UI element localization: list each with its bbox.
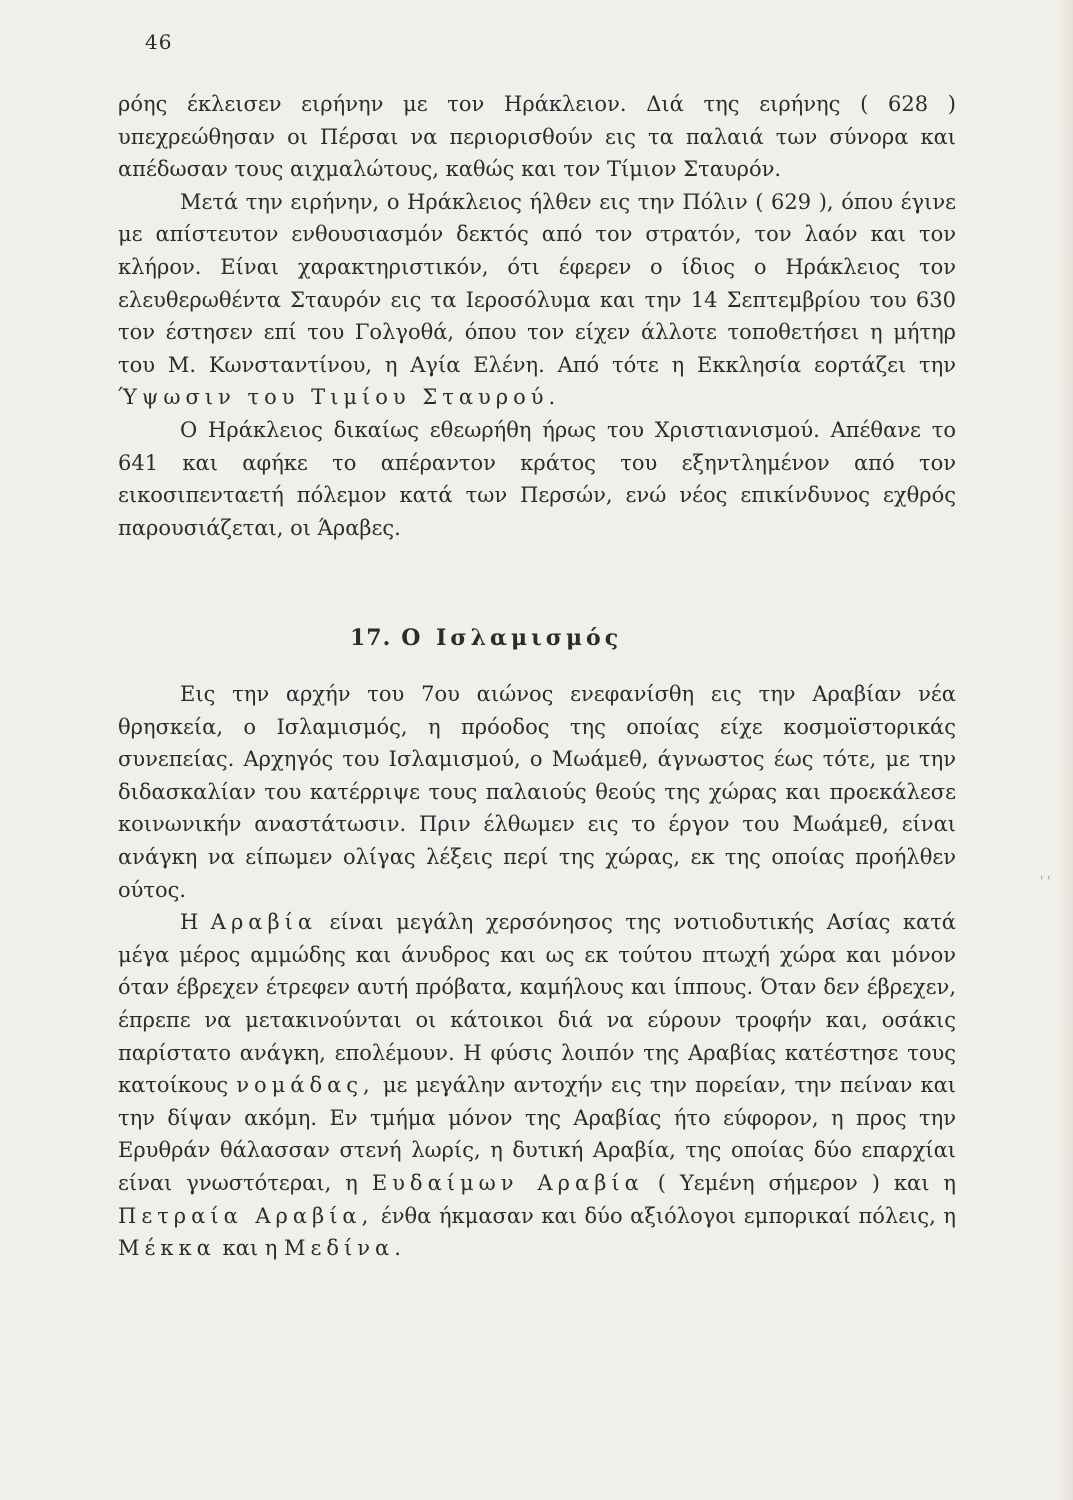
paragraph: Εις την αρχήν του 7ου αιώνος ενεφανίσθη εις την Αραβίαν νέα θρησκεία, ο Ισλαμισμός, η πρόοδος της οποίας είχε κοσμοϊστορικάς συνεπείας. Αρχηγός του Ισλαμισμού, ο Μωάμεθ, άγνωστος έως τότε, με την διδασκαλίαν του κατέρριψε τους παλαιούς θεούς της χώρας και προεκάλεσε κοινωνικήν αναστάτωσιν. Πριν έλθωμεν εις το έργον του Μωάμεθ, είναι ανάγκη να είπωμεν ολίγας λέξεις περί της χώρας, εκ της οποίας προήλθεν ούτος. <box>118 682 956 902</box>
margin-mark: ' ' <box>1040 874 1051 888</box>
paragraph-text: ένθα ήκμασαν και δύο αξιόλογοι εμπορικαί πόλεις, η <box>380 1203 956 1228</box>
text-block-lower <box>118 678 956 1265</box>
page-edge-shadow <box>1059 0 1073 1500</box>
page-number: 46 <box>145 30 173 54</box>
spaced-term: Ευδαίμων Αραβία <box>371 1170 644 1195</box>
text-block-upper <box>118 88 956 544</box>
spaced-phrase: Ύψωσιν του Τιμίου Σταυρού. <box>118 385 561 410</box>
paragraph-text: και η <box>222 1236 278 1261</box>
paragraph: ρόης έκλεισεν ειρήνην με τον Ηράκλειον. Διά της ειρήνης ( 628 ) υπεχρεώθησαν οι Πέρσαι να περιορισθούν εις τα παλαιά των σύνορα και απέδωσαν τους αιχμαλώτους, καθώς και τον Τίμιον Σταυρόν. <box>118 92 956 182</box>
paragraph-text: είναι μεγάλη χερσόνησος της νοτιοδυτικής Ασίας κατά μέγα μέρος αμμώδης και άνυδρος και ως εκ τούτου πτωχή χώρα και μόνον όταν έβρεχεν έτρεφεν αυτή πρόβατα, καμήλους και ίππους. Όταν δεν έβρεχεν, έπρεπε να μετακινούνται οι κάτοικοι διά να εύρουν τροφήν και, οσάκις παρίστατο ανάγκη, επολέμουν. Η φύσις λοιπόν της Αραβίας κατέστησε τους κατοίκους <box>118 910 956 1098</box>
spaced-term: Μεδίνα. <box>284 1236 406 1261</box>
spaced-term: νομάδας, <box>236 1073 375 1098</box>
paragraph <box>118 906 956 1265</box>
paragraph: Ο Ηράκλειος δικαίως εθεωρήθη ήρως του Χριστιανισμού. Απέθανε το 641 και αφήκε το απέραντον κράτος του εξηντλημένον από τον εικοσιπενταετή πόλεμον κατά των Περσών, ενώ νέος επικίνδυνος εχθρός παρουσιάζεται, οι Άραβες. <box>118 417 956 540</box>
spaced-term: Μέκκα <box>118 1236 216 1261</box>
section-heading <box>350 625 622 651</box>
section-title: Ο Ισλαμισμός <box>401 625 623 651</box>
paragraph-text: ( Υεμένη σήμερον ) και η <box>657 1170 957 1195</box>
paragraph-text: με μεγάλην αντοχήν εις την πορείαν, την πείναν και την δίψαν ακόμη. Εν τμήμα μόνον της Αραβίας ήτο εύφορον, η προς την Ερυθράν θάλασσαν στενή λωρίς, η δυτική Αραβία, της οποίας δύο επαρχίαι είναι γνωστότεραι, η <box>118 1073 956 1195</box>
paragraph-text: Μετά την ειρήνην, ο Ηράκλειος ήλθεν εις την Πόλιν ( 629 ), όπου έγινε με απίστευτον ενθουσιασμόν δεκτός από τον στρατόν, τον λαόν και τον κλήρον. Είναι χαρακτηριστικόν, ότι έφερεν ο ίδιος ο Ηράκλειος τον ελευθερωθέντα Σταυρόν εις τα Ιεροσόλυμα και την 14 Σεπτεμβρίου του 630 τον έστησεν επί του Γολγοθά, όπου τον είχεν άλλοτε τοποθετήσει η μήτηρ του Μ. Κωνσταντίνου, η Αγία Ελένη. Από τότε η Εκκλησία εορτάζει την <box>118 189 956 377</box>
paragraph-text: Η <box>180 910 199 935</box>
section-number: 17. <box>350 625 392 651</box>
paragraph <box>118 186 956 414</box>
spaced-term: Πετραία Αραβία, <box>118 1203 374 1228</box>
spaced-term: Αραβία <box>210 910 318 935</box>
